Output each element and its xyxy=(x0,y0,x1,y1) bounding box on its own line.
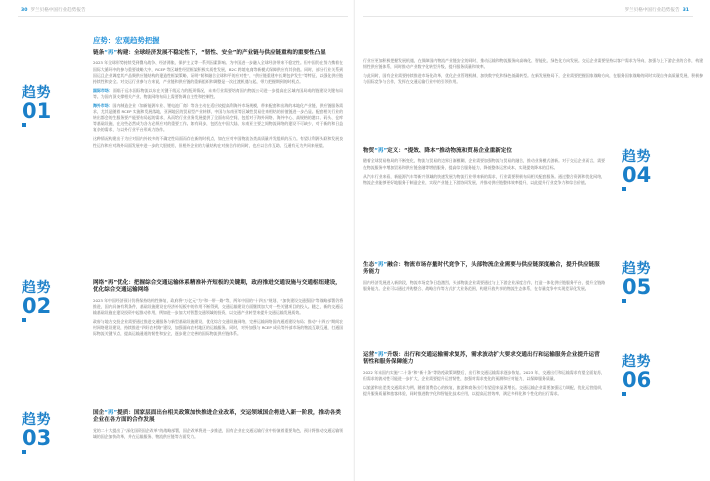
trend-01-paragraph-4: 这种情况构建出于为应对国内外较多的不确定性局面而存在新的时机点，如在应对中国物流各类高质量并发组织的压力。有望让利源头联和发展良性运作和应对海外局面发展中进一步的大胆使用，但相外企业的力量结构在对接合作的同时，也应以合作互助、互通有无为共同来展望。 xyxy=(93,136,343,148)
trend-04-paragraph-2: 从汽车行业来看，新能源汽车等新兴领域的快速发展为物流行业带来新的需求，行业需要积极布局相关配套服务。通过整合资源和优化网络，物流企业能够更好地服务于制造企业，实现产业链上下游协同发展，并推动供应链整体效率提升，以此提升行业竞争力和综合价值。 xyxy=(363,173,605,185)
title-prefix: 生态 xyxy=(363,262,375,268)
trend-label-01 xyxy=(22,86,51,122)
trend-03-block xyxy=(93,410,343,443)
left-header-rule xyxy=(18,16,348,17)
section-title: 应势：宏观趋势把握 xyxy=(93,36,160,45)
title-prefix: 运营 xyxy=(363,352,375,358)
right-page-number: 31 xyxy=(682,8,689,13)
trend-02-block xyxy=(93,280,343,340)
left-page-header xyxy=(18,7,86,13)
trend-04-title xyxy=(363,148,605,155)
title-rest: 融合：物流市场存量时代竞争下，头部物流企业需要与供应链深度融合，提升供应链服务能力 xyxy=(363,262,600,276)
paragraph-lead: 国际市场： xyxy=(93,87,113,93)
trend-number: 02 xyxy=(22,294,52,318)
trend-label-04 xyxy=(622,150,651,186)
trend-04-paragraph-1: 随着全球贸易格局的不断变化，物流与贸易的边界日渐模糊，企业需要加强物流与贸易的融合，推动业务模式创新。对于交运企业而言，需要在物流服务中增加贸易和供应链金融等增值服务，提高综合服务能力，降低整体运营成本，实现提效降本的目标。 xyxy=(363,158,605,170)
right-header-rule xyxy=(363,16,693,17)
right-page xyxy=(355,0,710,481)
trend-word: 趋势 xyxy=(622,354,651,370)
trend-06-paragraph-2: 以旅游和出差类交通需求为例，随着消费信心的恢复，旅游和商务出行有望迎来显著增长。交通运输企业需要加强运力调配，优化运营组织，提升服务质量和旅客体验，同时推进数字化和智能化技术应用，以提高运营效率，满足多样化和个性化的出行需求。 xyxy=(363,385,605,397)
title-rest: 构建：全球经济发展不稳定性下，“韧性、安全”的产业链与供应链重构的重要性凸显 xyxy=(117,50,326,56)
trend-number: 03 xyxy=(22,426,52,450)
trend-06-paragraph-1: 2022 年末国内实施“二十条”和“新十条”等防疫政策调整后，出行和交通运输需求逐步恢复。2023 年，交通出行和运输需求有望全面复苏，但需求的波动性可能进一步扩大，企业需要提升运营韧性，加强对需求变化的预测和应对能力，以保障服务质量。 xyxy=(363,369,605,381)
right-page-header xyxy=(624,7,692,13)
title-prefix: 链条 xyxy=(93,50,105,56)
title-keyword: “再” xyxy=(374,262,388,268)
continued-paragraph-2: 与此同时，国有企业需要持续推进市场化改革，优化企业管理机制，加快数字化和绿色低碳转型。在新发展格局下，企业需要把握国家战略方向，在服务国家战略的同时实现自身高质量发展，积极参与国际竞争与合作，发挥在交通运输行业中的引领作用。 xyxy=(363,73,703,85)
trend-01-paragraph-2 xyxy=(93,88,343,100)
continued-paragraph-1: 行业应更加积极把握发展机遇，在保障国内物流产业链安全的同时，推动运输和物流服务向高端化、智能化、绿色化方向发展。交运企业需要坚持以客户需求为导向，加强与上下游企业的合作，构建韧性供应链体系，同时推动产业数字化转型升级，提升服务质量和效率。 xyxy=(363,58,703,70)
trend-02-title: 网络“再”优化：把握综合交通运输体系精准补齐短板的关键期，政府推进交通设施与交通枢纽建设，优化综合交通运输网络 xyxy=(93,280,341,294)
title-rest: 升级：出行和交通运输需求复苏，需求波动扩大要求交通出行和运输服务企业提升运营韧性和服务保障能力 xyxy=(363,352,600,366)
paragraph-lead: 海外市场： xyxy=(93,102,113,108)
trend-05-title xyxy=(363,262,605,277)
trend-01-block xyxy=(93,50,343,152)
trend-label-06 xyxy=(622,355,651,391)
paragraph-body: 国内制造企业（如新能源车业、锂电池厂商）等各主动在适应较提高利海外市场规模，带来配套和出海的本地化产业链，供应链服务需求，尤其是随着 RCEP 实施和发展落地，亚洲地区的贸易型产业转移，中国与东南亚等区域性贸易往来相结的价值链进一步凸显。配套相关行业的转出都会的生服务要产能要布局起的需求，从而给行业业务发展提供了全面布局空间，包括对于海外网络、海外中心、高规格的港口、码头、仓库等基础设施，在这些必然成为各方必须应对的重要工作。如有同步，包括在中国大陆、东南亚主要之间物流网络的建设不可缺少，对于新的和日益复杂的需求，与以外行业平台形成力协作。 xyxy=(93,102,344,133)
trend-word: 趋势 xyxy=(22,85,51,101)
trend-03-title xyxy=(93,410,343,425)
trend-word: 趋势 xyxy=(22,280,51,296)
trend-word: 趋势 xyxy=(22,412,51,428)
trend-label-03 xyxy=(22,413,51,449)
trend-06-title xyxy=(363,352,605,367)
trend-03-paragraph-1: 党的二十大提出了“深化国资国企改革”的战略部署，国企改革将进一步推进，国有企业在交通运输行业中扮演着重要角色，预计将推动交通运输领域的国企加快改革，并在运输服务、物流供应链等方面发力。 xyxy=(93,427,343,439)
trend-04-block xyxy=(363,148,605,189)
trend-number: 01 xyxy=(22,99,52,123)
title-rest: 定义：“提效、降本”推动物流和贸易企业重新定位 xyxy=(387,148,512,154)
title-rest: 提质：国家层面出台相关政策加快推进企业改革，交运领域国企将进入新一阶段，推动各类企业在各方面的合作发展 xyxy=(93,410,341,424)
title-keyword: “再” xyxy=(374,352,388,358)
trend-number: 06 xyxy=(622,368,652,392)
left-page-number: 30 xyxy=(21,8,28,13)
paragraph-body: 面临于远水国际物流以东在关键干线运力的瓶颈情况，未来行业需要培育国内物流公司进一步提高在区域内国局或的链建设关键布局等。为国内顶支撑相关产业，物流网络布局上需要协调自主性和控制性。 xyxy=(93,87,344,99)
trend-05-paragraph-1: 国内经济发展进入新阶段，物流市场竞争日趋激烈，头部物流企业需要通过与上下游企业深度合作，打造一体化供应链服务平台，提升全链路服务能力。企业可以通过并购整合、战略合作等方式扩大业务范围，构建开放共享的物流生态体系，在存量竞争中实现差异化发展。 xyxy=(363,279,605,291)
trend-01-title xyxy=(93,50,343,57)
trend-number: 04 xyxy=(622,163,652,187)
title-keyword: “再” xyxy=(104,50,118,56)
continued-text-block xyxy=(363,58,703,88)
trend-01-paragraph-1: 2023 年全球形势持续受到俄乌战争、经济滞胀、保护主义等一系列因素影响。为中国进一步融入全球经济带来不稳定性。但中国仍在努力携着在国际大循环中的参与重要战略大中，RCEP 等区域性经贸框架积极实质性发展，B2C 跨境电商等新模式保障供应有其价值。同时，部分行业关系到国运且企业调度其产品聚供应链结构的建造性框架策略，证明“韧和融合全球和平的应对性”，“供应链重建中长期包护发生”等特征，以强化供应链持续性和安全。对交运行业参与方来说，产业链和供应链的重新组织和调整是一次过渡机遇与起，带力把握期到的时机点。 xyxy=(93,60,343,84)
trend-05-block xyxy=(363,262,605,295)
title-prefix: 国企 xyxy=(93,410,105,416)
left-report-title: 罗兰贝格中国行业趋势报告 xyxy=(30,8,86,13)
right-report-title: 罗兰贝格中国行业趋势报告 xyxy=(624,8,680,13)
trend-02-paragraph-2: 政府与地方交投企业需要通过推进交通服务与新型基础设施建设，优化综合交通设施网络，完善运输网络国内通道建设布局；推动“十四五”期间农村网络建设建设，持续推进“四好农村路”建设，加强面向农村地区的运输服务。同时，对外加强与 RCEP 成员等外部市场的物流互联互通，打通国际物流关键节点，提高运输通道的韧性和安全，逐步建立完善的国际物流供应链体系。 xyxy=(93,319,343,337)
trend-word: 趋势 xyxy=(622,261,651,277)
trend-01-paragraph-3 xyxy=(93,103,343,133)
title-keyword: “再” xyxy=(104,410,118,416)
trend-word: 趋势 xyxy=(622,149,651,165)
trend-label-05 xyxy=(622,262,651,298)
title-keyword: “再” xyxy=(374,148,388,154)
trend-label-02 xyxy=(22,281,51,317)
trend-number: 05 xyxy=(622,275,652,299)
trend-06-block xyxy=(363,352,605,400)
trend-02-paragraph-1: 2023 年中国经济预计仍将保持结构性修复，政府将“万亿元”为“和一带一路”等，两年中国的“十四五”规划、“加快建设交通强国”等战略部署仍将推进，国内具备有利条件，基础设施建设在经济补短板中的作用不断得到，交通运输建设方面继续加大对一些关键项目的投入。随之，新的交通运输基础设施在建设投资中起推动作用，例如进一步加大对智慧交通领域的投资，以交通产业转型来提升交通运输发展质效。 xyxy=(93,297,343,315)
title-prefix: 物贸 xyxy=(363,148,375,154)
